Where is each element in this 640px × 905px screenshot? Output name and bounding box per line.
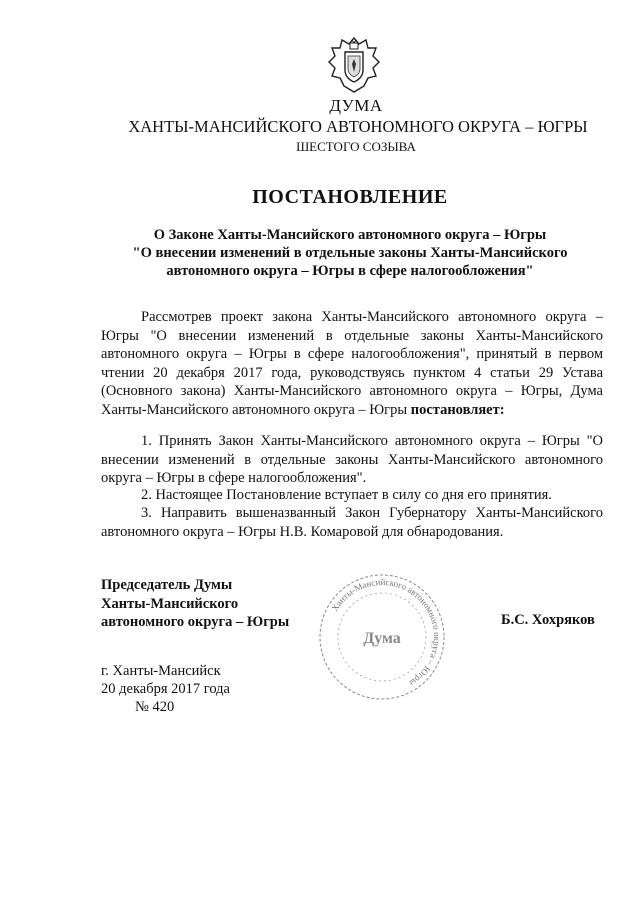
organization-name: ДУМА — [329, 96, 383, 115]
issue-date: 20 декабря 2017 года — [101, 681, 230, 697]
resolution-item: 3. Направить вышеназванный Закон Губернатору Ханты-Мансийского автономного округа – Югры Н.В. Комаровой для обнародования. — [101, 505, 603, 540]
document-type: ПОСТАНОВЛЕНИЕ — [252, 186, 448, 208]
signatory-position — [101, 576, 289, 632]
signatory-position-line: Ханты-Мансийского — [101, 595, 239, 612]
subject-line: "О внесении изменений в отдельные законы Ханты-Мансийского — [132, 245, 568, 261]
preamble-paragraph — [101, 308, 603, 419]
subject-line: О Законе Ханты-Мансийского автономного округа – Югры — [153, 227, 547, 243]
region-name: ХАНТЫ-МАНСИЙСКОГО АВТОНОМНОГО ОКРУГА – ЮГРЫ — [128, 117, 588, 136]
signatory-position-line: автономного округа – Югры — [101, 614, 290, 630]
resolution-item: 1. Принять Закон Ханты-Мансийского автономного округа – Югры "О внесении изменений в отдельные законы Ханты-Мансийского автономного округа – Югры в сфере налогообложения". — [101, 433, 603, 486]
official-stamp — [316, 571, 448, 703]
preamble-resolves: постановляет: — [410, 401, 505, 418]
signatory-name: Б.С. Хохряков — [501, 612, 595, 628]
signatory-position-line: Председатель Думы — [101, 577, 233, 593]
preamble-text: Рассмотрев проект закона Ханты-Мансийского автономного округа – Югры "О внесении изменений в отдельные законы Ханты-Мансийского автономного округа – Югры в сфере налогообложения", принятый в первом чтении 20 декабря 2017 года, руководствуясь пунктом 4 статьи 29 Устава (Основного закона) Ханты-Мансийского автономного округа – Югры, Дума Ханты-Мансийского автономного округа – Югры — [101, 309, 603, 418]
subject-line: автономного округа – Югры в сфере налогообложения" — [166, 263, 534, 279]
stamp-ring-text: Ханты-Мансийского автономного округа – Югры — [329, 576, 443, 689]
document-number: № 420 — [135, 699, 175, 715]
convocation: ШЕСТОГО СОЗЫВА — [296, 139, 416, 154]
stamp-center-text: Дума — [363, 630, 401, 647]
issue-city: г. Ханты-Мансийск — [101, 663, 221, 679]
coat-of-arms-icon — [326, 34, 382, 96]
resolution-item: 2. Настоящее Постановление вступает в силу со дня его принятия. — [141, 487, 552, 503]
